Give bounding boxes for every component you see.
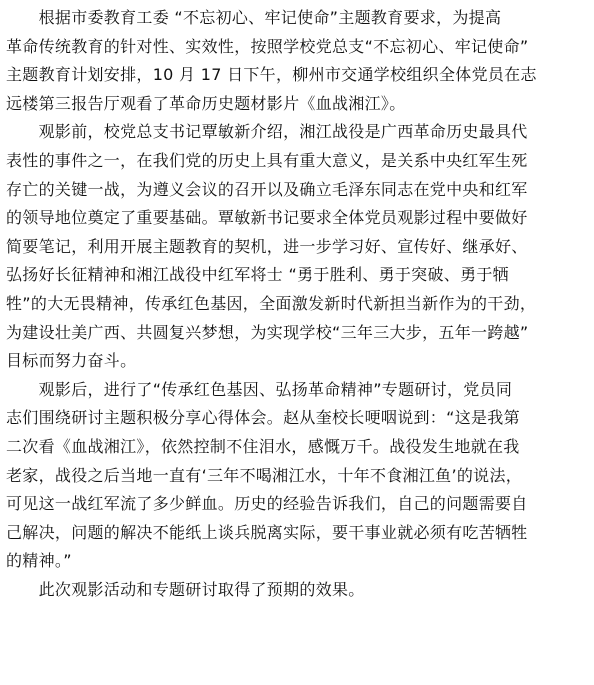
paragraph-1 <box>6 4 588 118</box>
text-line: 志们围绕研讨主题积极分享心得体会。赵从奎校长哽咽说到：“这是我第 <box>6 408 520 428</box>
text-line: 弘扬好长征精神和湘江战役中红军将士 “勇于胜利、勇于突破、勇于牺 <box>6 265 509 285</box>
text-line: 的领导地位奠定了重要基础。覃敏新书记要求全体党员观影过程中要做好 <box>6 208 528 228</box>
text-line: 老家，战役之后当地一直有‘三年不喝湘江水，十年不食湘江鱼’的说法， <box>6 465 523 485</box>
text-line: 观影后，进行了“传承红色基因、弘扬革命精神”专题研讨，党员同 <box>6 379 513 399</box>
text-line: 简要笔记，利用开展主题教育的契机，进一步学习好、宣传好、继承好、 <box>6 236 528 256</box>
text-line: 主题教育计划安排，10 月 17 日下午，柳州市交通学校组织全体党员在志 <box>6 65 537 85</box>
text-line: 己解决，问题的解决不能纸上谈兵脱离实际，要干事业就必须有吃苦牺牲 <box>6 522 528 542</box>
text-line: 远楼第三报告厅观看了革命历史题材影片《血战湘江》。 <box>6 93 406 113</box>
paragraph-4 <box>6 576 588 605</box>
text-line: 牲”的大无畏精神，传承红色基因，全面激发新时代新担当新作为的干劲， <box>6 293 537 313</box>
text-line: 可见这一战红军流了多少鲜血。历史的经验告诉我们，自己的问题需要自 <box>6 494 528 514</box>
paragraph-3 <box>6 376 588 576</box>
text-line: 目标而努力奋斗。 <box>6 351 137 371</box>
document-body <box>6 4 588 604</box>
text-line: 观影前，校党总支书记覃敏新介绍，湘江战役是广西革命历史最具代 <box>6 122 528 142</box>
text-line: 二次看《血战湘江》，依然控制不住泪水，感慨万千。战役发生地就在我 <box>6 436 520 456</box>
text-line: 革命传统教育的针对性、实效性，按照学校党总支“不忘初心、牢记使命” <box>6 36 529 56</box>
text-line: 的精神。” <box>6 551 72 571</box>
text-line: 此次观影活动和专题研讨取得了预期的效果。 <box>6 579 365 599</box>
text-line: 为建设壮美广西、共圆复兴梦想，为实现学校“三年三大步，五年一跨越” <box>6 322 529 342</box>
paragraph-2 <box>6 118 588 375</box>
text-line: 根据市委教育工委 “不忘初心、牢记使命”主题教育要求，为提高 <box>6 8 502 27</box>
text-line: 存亡的关键一战，为遵义会议的召开以及确立毛泽东同志在党中央和红军 <box>6 179 528 199</box>
text-line: 表性的事件之一，在我们党的历史上具有重大意义，是关系中央红军生死 <box>6 150 528 170</box>
